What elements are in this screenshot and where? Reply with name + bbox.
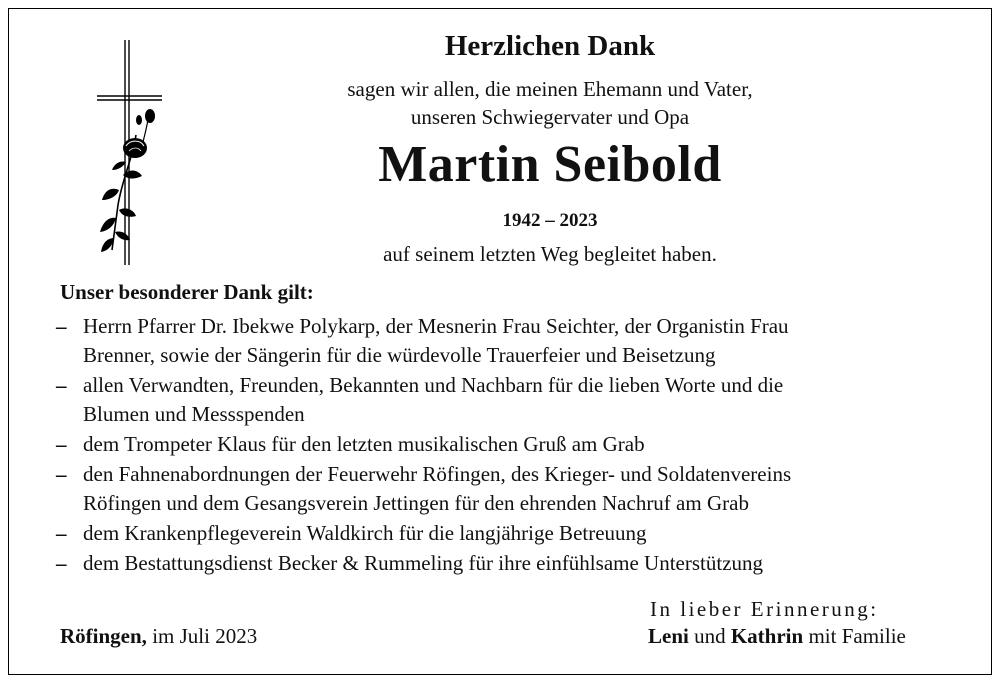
life-dates: 1942 – 2023: [502, 210, 598, 231]
thanks-item-line: allen Verwandten, Freunden, Bekannten und Nachbarn für die lieben Worte und die: [83, 373, 784, 397]
bullet-dash: –: [56, 521, 67, 545]
memory-line: In lieber Erinnerung:: [650, 597, 879, 621]
signer-1: Leni: [648, 624, 689, 648]
thanks-heading: Unser besonderer Dank gilt:: [60, 280, 314, 304]
thanks-item-line: dem Bestattungsdienst Becker & Rummeling für ihre einfühlsame Unterstützung: [83, 551, 764, 575]
thanks-list: [56, 312, 946, 579]
thanks-item-line: Röfingen und dem Gesangsverein Jettingen für den ehrenden Nachruf am Grab: [83, 491, 749, 515]
thanks-item: [56, 519, 946, 548]
thanks-item-line: dem Krankenpflegeverein Waldkirch für die langjährige Betreuung: [83, 521, 647, 545]
date: im Juli 2023: [152, 624, 258, 648]
bullet-dash: –: [56, 373, 67, 397]
notice-heading: Herzlichen Dank: [444, 30, 656, 62]
bullet-dash: –: [56, 551, 67, 575]
bullet-dash: –: [56, 314, 67, 338]
place: Röfingen,: [60, 624, 147, 648]
thanks-item-line: Blumen und Messspenden: [83, 402, 305, 426]
bullet-dash: –: [56, 432, 67, 456]
cross-with-rose-icon: [92, 40, 172, 265]
signers: [648, 624, 906, 649]
intro-line-2: unseren Schwiegervater und Opa: [410, 105, 690, 129]
thanks-item: [56, 460, 946, 518]
intro-line-1: sagen wir allen, die meinen Ehemann und Vater,: [347, 77, 753, 101]
thanks-item-line: den Fahnenabordnungen der Feuerwehr Röfingen, des Krieger- und Soldatenvereins: [83, 462, 792, 486]
thanks-item-line: Herrn Pfarrer Dr. Ibekwe Polykarp, der Mesnerin Frau Seichter, der Organistin Frau: [83, 314, 789, 338]
thanks-item: [56, 430, 946, 459]
signer-conjunction: und: [694, 624, 726, 648]
place-and-date: [60, 624, 257, 649]
thanks-item-line: dem Trompeter Klaus für den letzten musikalischen Gruß am Grab: [83, 432, 645, 456]
deceased-name: Martin Seibold: [378, 136, 722, 193]
signer-2: Kathrin: [730, 624, 804, 648]
thanks-item: [56, 312, 946, 370]
thanks-item: [56, 549, 946, 578]
signer-suffix: mit Familie: [808, 624, 906, 648]
closing-line: auf seinem letzten Weg begleitet haben.: [383, 242, 717, 266]
bullet-dash: –: [56, 462, 67, 486]
thanks-item-line: Brenner, sowie der Sängerin für die würdevolle Trauerfeier und Beisetzung: [83, 343, 716, 367]
thanks-item: [56, 371, 946, 429]
